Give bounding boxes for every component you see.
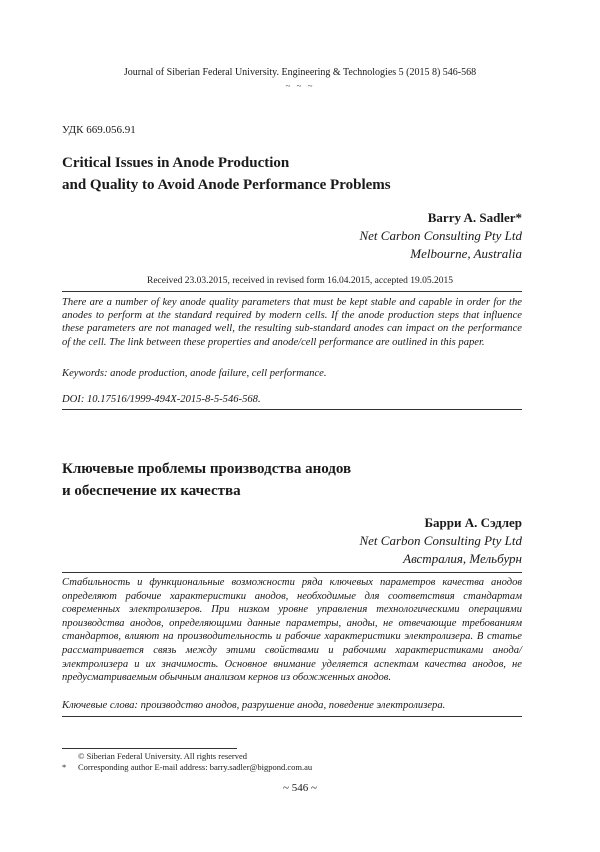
russian-author-block [359, 514, 522, 568]
russian-abstract: Стабильность и функциональные возможности ряда ключевых параметров качества анодов определяют рабочие характеристики анодов, необходимые для соответствия стандартам современных электролизеров. При низком уровне управления технологическими операциями производства анодов, определяющими данные параметры, аноды, не отвечающие требованиям стандартов, влияют на производительность и рабочие характеристики электролизера. В статье рассматривается связь между этими свойствами и рабочими характеристиками анода/электролизера и их значимость. Основное внимание уделяется аспектам качества анодов, не предусматриваемым обычным анализом кернов из обожженных анодов. [62, 577, 522, 684]
russian-author: Барри А. Сэдлер [424, 515, 522, 530]
received-dates: Received 23.03.2015, received in revised form 16.04.2015, accepted 19.05.2015 [146, 276, 454, 286]
russian-affiliation: Net Carbon Consulting Pty Ltd [359, 533, 522, 548]
english-location: Melbourne, Australia [410, 246, 522, 261]
english-title [62, 152, 391, 196]
english-keywords: Keywords: anode production, anode failure, cell performance. [62, 368, 327, 379]
english-abstract: There are a number of key anode quality parameters that must be kept stable and capable in order for the anodes to perform at the standard required by modern cells. If the anode production steps that influence these parameters are not managed well, the resulting sub-standard anodes can impact on the performance of the cell. The link between these properties and anode/cell performance are outlined in this paper. [62, 297, 522, 348]
russian-location: Австралия, Мельбурн [403, 551, 522, 566]
abstract-top-rule [62, 291, 522, 292]
footnote-copyright [62, 751, 247, 762]
russian-keywords: Ключевые слова: производство анодов, разрушение анода, поведение электролизера. [62, 700, 446, 711]
footnote-star: * [62, 762, 67, 772]
russian-title [62, 458, 351, 502]
page-number: ~ 546 ~ [283, 782, 317, 794]
abstract-bottom-rule [62, 409, 522, 410]
russian-abstract-bottom-rule [62, 716, 522, 717]
english-title-line-1: Critical Issues in Anode Production [62, 155, 290, 171]
corresponding-text: Corresponding author E-mail address: barry.sadler@bigpond.com.au [78, 762, 313, 772]
doi: DOI: 10.17516/1999-494X-2015-8-5-546-568. [62, 394, 261, 405]
english-title-line-2: and Quality to Avoid Anode Performance Problems [62, 177, 391, 193]
russian-abstract-top-rule [62, 572, 522, 573]
footnote-rule [62, 748, 237, 749]
footnote-corresponding [62, 762, 312, 773]
journal-header: Journal of Siberian Federal University. Engineering & Technologies 5 (2015 8) 546-568 [123, 67, 477, 78]
russian-title-line-2: и обеспечение их качества [62, 483, 241, 499]
udk-code: УДК 669.056.91 [62, 124, 136, 136]
english-author: Barry A. Sadler* [427, 210, 522, 225]
english-author-block [359, 209, 522, 263]
english-affiliation: Net Carbon Consulting Pty Ltd [359, 228, 522, 243]
russian-title-line-1: Ключевые проблемы производства анодов [62, 461, 352, 477]
header-ornament: ~ ~ ~ [285, 81, 315, 91]
copyright-text: © Siberian Federal University. All rights reserved [78, 751, 248, 761]
